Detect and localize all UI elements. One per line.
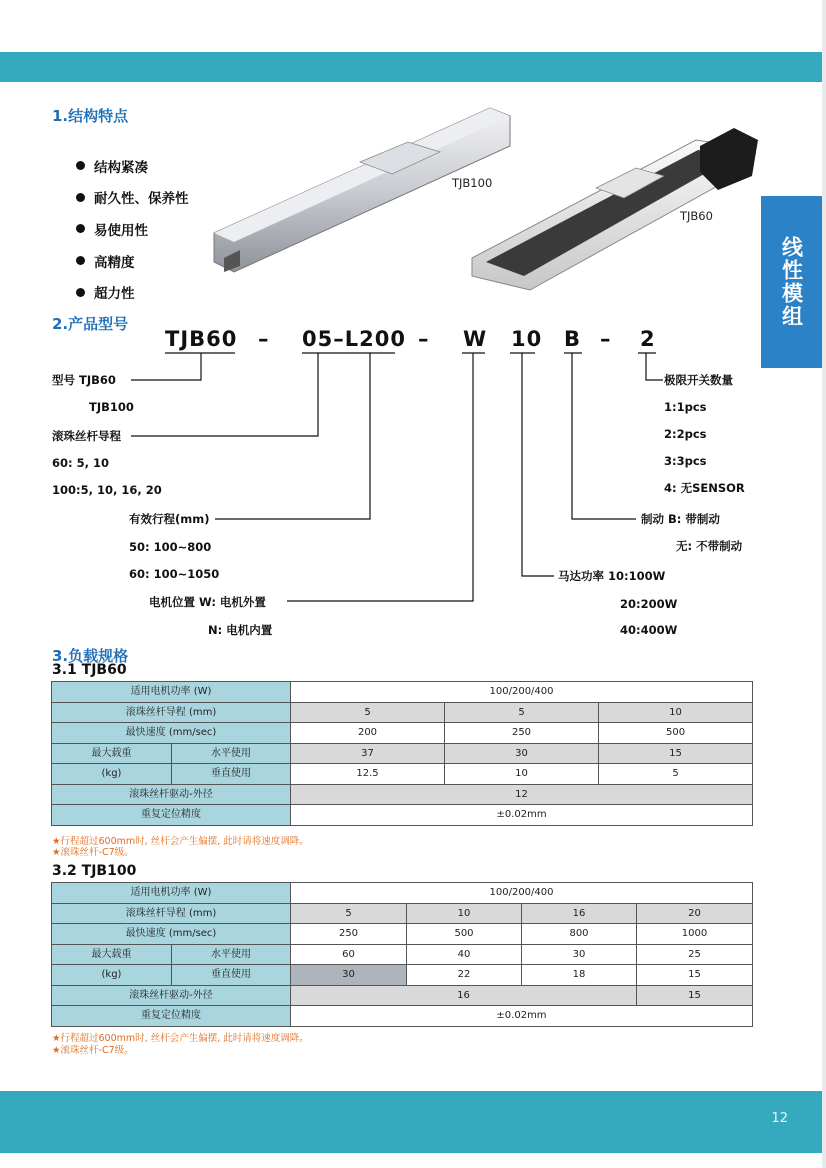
- table-header-cell: (kg): [52, 764, 172, 785]
- table-cell: 18: [522, 965, 637, 986]
- page-number: 12: [771, 1111, 788, 1126]
- table-cell: 12: [291, 784, 753, 805]
- feature-label: 超力性: [94, 286, 135, 303]
- tjb100-subtitle: 3.2 TJB100: [52, 863, 137, 879]
- code-motor-position: W: [463, 327, 488, 351]
- table-cell: 500: [407, 924, 522, 945]
- section3-title: 3.负载规格: [52, 647, 129, 665]
- stroke-50: 50: 100~800: [129, 540, 212, 554]
- feature-label: 结构紧凑: [94, 159, 148, 176]
- table-cell: 5: [291, 903, 407, 924]
- table-header-cell: 适用电机功率 (W): [52, 682, 291, 703]
- model-label: 型号 TJB60: [52, 373, 116, 387]
- tjb60-label: TJB60: [680, 209, 713, 223]
- table-row: [52, 924, 753, 945]
- table-cell: 10: [407, 903, 522, 924]
- table-row: [52, 702, 753, 723]
- table-cell: ±0.02mm: [291, 805, 753, 826]
- table-cell: 500: [599, 723, 753, 744]
- code-dash: –: [258, 327, 270, 351]
- tjb100-label: TJB100: [452, 176, 493, 190]
- table-cell: 100/200/400: [291, 883, 753, 904]
- table-row: [52, 965, 753, 986]
- feature-label: 耐久性、保养性: [94, 191, 189, 208]
- table-header-cell: 最大载重: [52, 743, 172, 764]
- table-cell: 15: [637, 965, 753, 986]
- table-cell: 20: [637, 903, 753, 924]
- table-header-cell: 最快速度 (mm/sec): [52, 924, 291, 945]
- table-cell: 16: [291, 985, 637, 1006]
- table-cell: 30: [445, 743, 599, 764]
- table-cell: 16: [522, 903, 637, 924]
- stroke-60: 60: 100~1050: [129, 567, 220, 581]
- table-header-cell: 重复定位精度: [52, 1006, 291, 1027]
- table-cell: 250: [291, 924, 407, 945]
- table-header-cell: 最大载重: [52, 944, 172, 965]
- table-row: [52, 1006, 753, 1027]
- table-header-cell: 最快速度 (mm/sec): [52, 723, 291, 744]
- table-header-cell: 垂直使用: [172, 965, 291, 986]
- code-power: 10: [511, 327, 543, 351]
- table-row: [52, 743, 753, 764]
- table-cell: 1000: [637, 924, 753, 945]
- table-cell: 15: [599, 743, 753, 764]
- table-cell: 5: [445, 702, 599, 723]
- table-header-cell: 滚珠丝杆驱动-外径: [52, 985, 291, 1006]
- section2-title: 2.产品型号: [52, 315, 129, 333]
- table-row: [52, 805, 753, 826]
- table-cell: 22: [407, 965, 522, 986]
- table-row: [52, 883, 753, 904]
- code-brake: B: [564, 327, 582, 351]
- table-row: [52, 985, 753, 1006]
- motor-position-label: 电机位置 W: 电机外置: [149, 595, 266, 609]
- table-header-cell: 适用电机功率 (W): [52, 883, 291, 904]
- tjb100-note: ★滚珠丝杆-C7级。: [52, 1045, 134, 1056]
- sensor-option: 4: 无SENSOR: [664, 481, 745, 495]
- table-cell: 30: [291, 965, 407, 986]
- code-model: TJB60: [165, 327, 238, 351]
- table-row: [52, 764, 753, 785]
- brake-none: 无: 不带制动: [676, 539, 743, 553]
- table-row: [52, 784, 753, 805]
- table-header-cell: 垂直使用: [172, 764, 291, 785]
- table-cell: 10: [599, 702, 753, 723]
- table-cell: 15: [637, 985, 753, 1006]
- sensor-label: 极限开关数量: [664, 373, 733, 387]
- code-dash: –: [418, 327, 430, 351]
- table-row: [52, 903, 753, 924]
- model-alt: TJB100: [89, 400, 134, 414]
- power-label: 马达功率 10:100W: [558, 569, 666, 583]
- section1-title: 1.结构特点: [52, 107, 129, 125]
- motor-position-n: N: 电机内置: [208, 623, 273, 637]
- table-header-cell: 水平使用: [172, 944, 291, 965]
- table-header-cell: (kg): [52, 965, 172, 986]
- sensor-option: 3:3pcs: [664, 454, 707, 468]
- table-cell: 30: [522, 944, 637, 965]
- table-header-cell: 滚珠丝杆驱动-外径: [52, 784, 291, 805]
- table-cell: 800: [522, 924, 637, 945]
- tjb60-note: ★行程超过600mm时, 丝杆会产生偏摆, 此时请将速度调降。: [52, 836, 309, 847]
- tjb60-subtitle: 3.1 TJB60: [52, 662, 127, 678]
- table-cell: 25: [637, 944, 753, 965]
- table-header-cell: 重复定位精度: [52, 805, 291, 826]
- table-cell: 5: [291, 702, 445, 723]
- table-cell: ±0.02mm: [291, 1006, 753, 1027]
- table-header-cell: 滚珠丝杆导程 (mm): [52, 903, 291, 924]
- tjb100-note: ★行程超过600mm时, 丝杆会产生偏摆, 此时请将速度调降。: [52, 1033, 309, 1044]
- lead-100: 100:5, 10, 16, 20: [52, 483, 162, 497]
- tjb60-spec-table: [51, 681, 753, 826]
- power-40: 40:400W: [620, 623, 678, 637]
- table-cell: 5: [599, 764, 753, 785]
- code-sensor: 2: [640, 327, 656, 351]
- stroke-label: 有效行程(mm): [129, 512, 210, 526]
- feature-label: 高精度: [94, 254, 135, 271]
- lead-60: 60: 5, 10: [52, 456, 109, 470]
- power-20: 20:200W: [620, 597, 678, 611]
- tjb100-spec-table: [51, 882, 753, 1027]
- feature-label: 易使用性: [94, 222, 148, 239]
- table-cell: 100/200/400: [291, 682, 753, 703]
- table-cell: 40: [407, 944, 522, 965]
- table-header-cell: 水平使用: [172, 743, 291, 764]
- lead-label: 滚珠丝杆导程: [52, 429, 121, 443]
- table-cell: 37: [291, 743, 445, 764]
- sensor-option: 1:1pcs: [664, 400, 707, 414]
- bottom-banner: [0, 1091, 822, 1153]
- table-row: [52, 723, 753, 744]
- table-cell: 10: [445, 764, 599, 785]
- code-lead-stroke: 05–L200: [302, 327, 406, 351]
- table-cell: 200: [291, 723, 445, 744]
- code-dash: –: [600, 327, 612, 351]
- table-cell: 250: [445, 723, 599, 744]
- side-tab-label: 线性模组: [779, 236, 804, 328]
- table-row: [52, 682, 753, 703]
- table-cell: 12.5: [291, 764, 445, 785]
- table-header-cell: 滚珠丝杆导程 (mm): [52, 702, 291, 723]
- sensor-option: 2:2pcs: [664, 427, 707, 441]
- table-cell: 60: [291, 944, 407, 965]
- table-row: [52, 944, 753, 965]
- brake-label: 制动 B: 带制动: [641, 512, 720, 526]
- tjb60-note: ★滚珠丝杆-C7级。: [52, 847, 134, 858]
